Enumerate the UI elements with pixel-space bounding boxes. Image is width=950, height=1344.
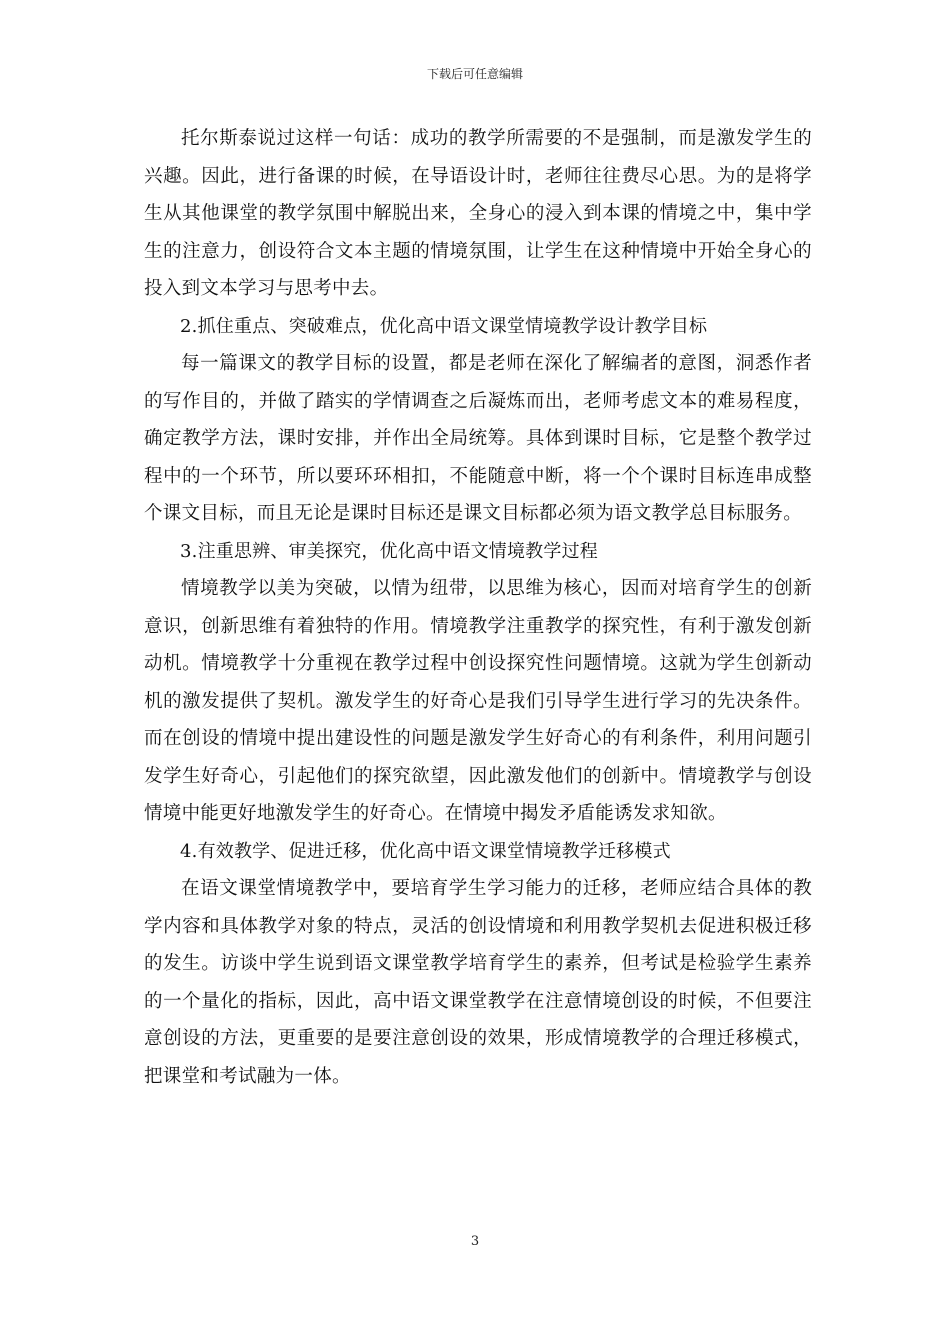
page-header: 下载后可任意编辑 <box>426 67 523 81</box>
document-body <box>144 120 812 1095</box>
page-number: 3 <box>470 1234 480 1249</box>
section-heading-2: 2.抓住重点、突破难点，优化高中语文课堂情境教学设计教学目标 <box>180 315 708 337</box>
section-heading-3: 3.注重思辨、审美探究，优化高中语文情境教学过程 <box>180 540 598 562</box>
paragraph-intro: 托尔斯泰说过这样一句话：成功的教学所需要的不是强制，而是激发学生的兴趣。因此，进行备课的时候，在导语设计时，老师往往费尽心思。为的是将学生从其他课堂的教学氛围中解脱出来，全身心的浸入到本课的情境之中，集中学生的注意力，创设符合文本主题的情境氛围，让学生在这种情境中开始全身心的投入到文本学习与思考中去。 <box>144 128 812 299</box>
paragraph-transfer-mode: 在语文课堂情境教学中，要培育学生学习能力的迁移，老师应结合具体的教学内容和具体教学对象的特点，灵活的创设情境和利用教学契机去促进积极迁移的发生。访谈中学生说到语文课堂教学培育学生的素养，但考试是检验学生素养的一个量化的指标，因此，高中语文课堂教学在注意情境创设的时候，不但要注意创设的方法，更重要的是要注意创设的效果，形成情境教学的合理迁移模式，把课堂和考试融为一体。 <box>144 878 812 1087</box>
paragraph-teaching-goals: 每一篇课文的教学目标的设置，都是老师在深化了解编者的意图，洞悉作者的写作目的，并做了踏实的学情调查之后凝炼而出，老师考虑文本的难易程度，确定教学方法，课时安排，并作出全局统筹。具体到课时目标，它是整个教学过程中的一个环节，所以要环环相扣，不能随意中断，将一个个课时目标连串成整个课文目标，而且无论是课时目标还是课文目标都必须为语文教学总目标服务。 <box>144 353 812 524</box>
paragraph-teaching-process: 情境教学以美为突破，以情为纽带，以思维为核心，因而对培育学生的创新意识，创新思维有着独特的作用。情境教学注重教学的探究性，有利于激发创新动机。情境教学十分重视在教学过程中创设探究性问题情境。这就为学生创新动机的激发提供了契机。激发学生的好奇心是我们引导学生进行学习的先决条件。而在创设的情境中提出建设性的问题是激发学生好奇心的有利条件，利用问题引发学生好奇心，引起他们的探究欲望，因此激发他们的创新中。情境教学与创设情境中能更好地激发学生的好奇心。在情境中揭发矛盾能诱发求知欲。 <box>144 578 812 824</box>
section-heading-4: 4.有效教学、促进迁移，优化高中语文课堂情境教学迁移模式 <box>180 840 671 862</box>
